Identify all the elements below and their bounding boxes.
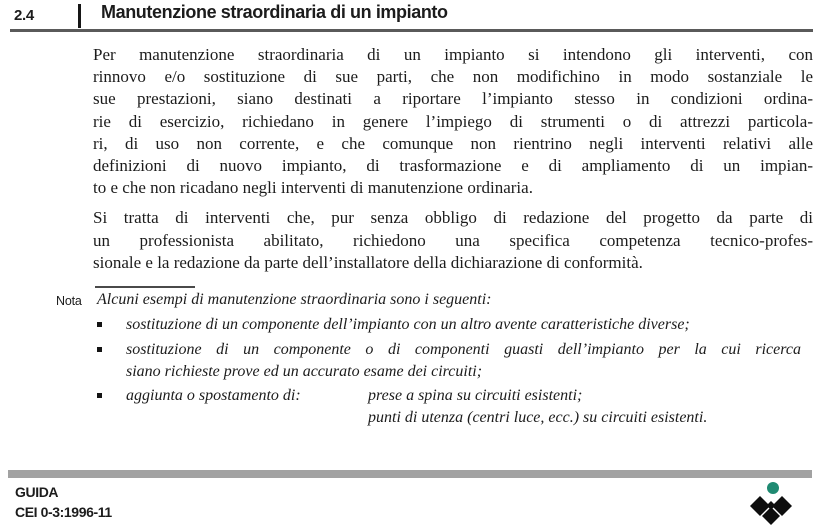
title-rule — [10, 29, 813, 32]
body-paragraph-1: Per manutenzione straordinaria di un impianto si intendono gli interventi, con rinnovo e/o sostituzione di sue parti, che non modifichino in modo sostanziale le sue prestazioni, siano destinati a riportare l’impianto stesso in condizioni ordina- rie di esercizio, richiedano in genere l’impiego di strumenti o di attrezzi particola- ri, di uso non corrente, e che comunque non rientrino negli interventi relativi alle definizioni di nuovo impianto, di trasformazione e di ampliamento di un impian- to e che non ricadano negli interventi di manutenzione ordinaria. — [93, 45, 813, 198]
note-label: Nota — [56, 294, 82, 308]
bullet-sub-item-2: punti di utenza (centri luce, ecc.) su circuiti esistenti. — [368, 409, 708, 427]
note-intro: Alcuni esempi di manutenzione straordinaria sono i seguenti: — [97, 291, 492, 308]
footer-bar — [8, 470, 812, 478]
footer-doc-ref: CEI 0-3:1996-11 — [15, 504, 112, 520]
bullet-text: sostituzione di un componente o di componenti guasti dell’impianto per la cui ricerca siano richieste prove ed un accurato esame dei circuiti; — [126, 340, 801, 380]
cei-logo-icon — [749, 480, 793, 526]
bullet-sub-list — [368, 385, 707, 430]
note-bullet-list — [95, 314, 801, 430]
note-bullet-item-1 — [95, 314, 801, 336]
square-bullet-icon — [97, 322, 102, 327]
note-section — [0, 283, 815, 430]
note-bullet-item-3 — [95, 385, 801, 430]
logo-diamonds — [750, 496, 792, 525]
bullet-lead-text: aggiunta o spostamento di: — [126, 387, 301, 405]
logo-green-dot — [767, 482, 779, 494]
bullet-text: sostituzione di un componente dell’impianto con un altro avente caratteristiche diverse; — [126, 316, 690, 334]
square-bullet-icon — [97, 347, 102, 352]
section-number: 2.4 — [14, 7, 34, 24]
bullet-sub-item-1: prese a spina su circuiti esistenti; — [368, 387, 583, 405]
note-content — [95, 283, 801, 430]
note-bullet-item-2 — [95, 339, 801, 384]
page-title: Manutenzione straordinaria di un impianto — [101, 2, 448, 22]
footer-doc-type: GUIDA — [15, 484, 59, 500]
body-column — [93, 44, 813, 274]
header-divider — [78, 4, 81, 28]
note-rule — [95, 286, 195, 288]
body-paragraph-2: Si tratta di interventi che, pur senza obbligo di redazione del progetto da parte di un professionista abilitato, richiedono una specifica competenza tecnico-profes- sionale e la redazione da parte dell’installatore della dichiarazione di conformità. — [93, 208, 813, 272]
square-bullet-icon — [97, 393, 102, 398]
